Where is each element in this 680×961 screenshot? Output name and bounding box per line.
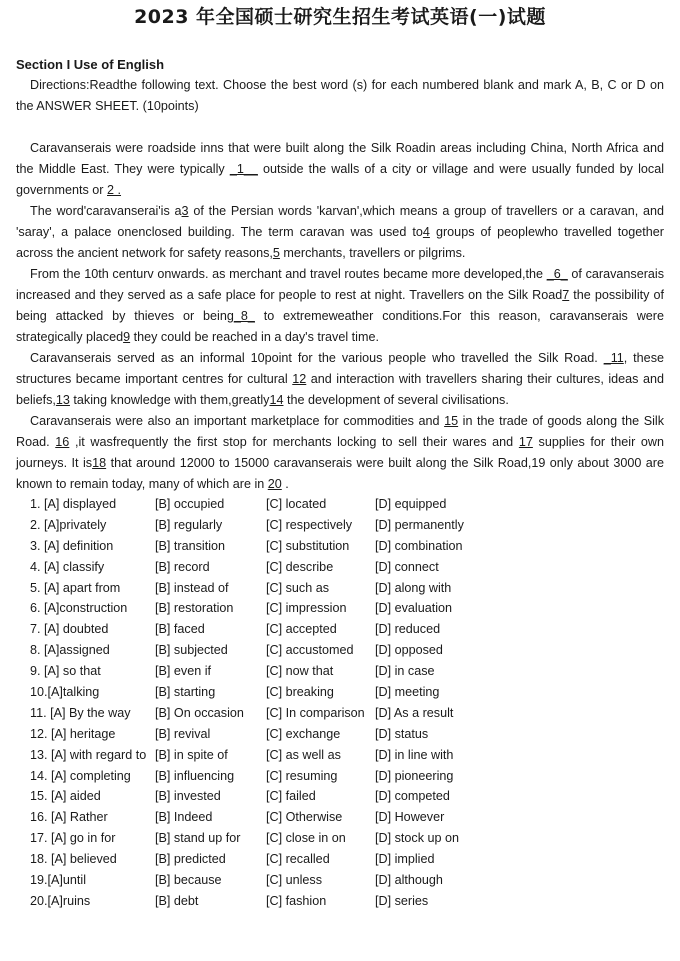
option-c: [C] accepted [266, 622, 337, 637]
question-row [30, 578, 550, 599]
option-d: [D] competed [375, 789, 450, 804]
option-d: [D] pioneering [375, 768, 454, 783]
option-b: [B] in spite of [155, 747, 228, 762]
text-run: of caravanserais increased and they served as a safe place for people to rest at night. Travellers on the Silk Road [16, 267, 664, 302]
option-b: [B] starting [155, 685, 216, 700]
question-row [30, 724, 550, 745]
text-run: taking knowledge with them,greatly [73, 393, 270, 407]
option-b: [B] invested [155, 789, 221, 804]
question-row [30, 661, 550, 682]
text-run: merchants, travellers or pilgrims. [283, 246, 466, 260]
option-a: 9. [A] so that [30, 664, 101, 679]
blank-3: 3 [181, 204, 189, 218]
option-a: 13. [A] with regard to [30, 747, 147, 762]
section-heading: Section I Use of English [16, 57, 165, 72]
option-c: [C] failed [266, 789, 316, 804]
option-a: 4. [A] classify [30, 559, 105, 574]
question-row [30, 515, 550, 536]
option-c: [C] accustomed [266, 643, 354, 658]
option-b: [B] faced [155, 622, 205, 637]
question-row [30, 807, 550, 828]
blank-16: 16 [55, 435, 70, 449]
option-d: [D] combination [375, 538, 463, 553]
question-row [30, 557, 550, 578]
option-c: [C] breaking [266, 685, 334, 700]
blank-12: 12 [292, 372, 307, 386]
option-b: [B] because [155, 873, 222, 888]
text-run: the possibility of being attacked by thieves or being [16, 288, 665, 323]
option-b: [B] occupied [155, 497, 225, 511]
option-a: 1. [A] displayed [30, 497, 117, 511]
text-run: . [285, 477, 289, 491]
option-d: [D] status [375, 726, 429, 741]
option-a: 17. [A] go in for [30, 831, 116, 846]
option-b: [B] revival [155, 726, 211, 741]
option-a: 11. [A] By the way [30, 705, 131, 720]
option-a: 19.[A]until [30, 873, 87, 888]
text-run: and interaction with travellers sharing their cultures, ideas and beliefs, [16, 372, 664, 407]
option-c: [C] now that [266, 664, 334, 679]
question-row [30, 640, 550, 661]
text-run: The word'caravanserai'is a [30, 204, 182, 218]
option-d: [D] in case [375, 664, 435, 679]
blank-18: 18 [92, 456, 107, 470]
text-run: From the 10th centurv onwards. as merchant and travel routes became more developed,the [30, 267, 544, 281]
blank-14: 14 [269, 393, 284, 407]
option-b: [B] predicted [155, 852, 226, 867]
blank-20: 20 [267, 477, 282, 491]
text-run: supplies for their own journeys. It is [16, 435, 665, 470]
blank-1: _1__ [229, 162, 258, 176]
option-b: [B] stand up for [155, 831, 241, 846]
option-c: [C] recalled [266, 852, 330, 867]
paragraph-1 [16, 138, 664, 201]
option-a: 7. [A] doubted [30, 622, 109, 637]
option-b: [B] subjected [155, 643, 228, 658]
question-row [30, 849, 550, 870]
text-run: in the trade of goods along the Silk Road. [16, 414, 665, 449]
option-a: 20.[A]ruins [30, 893, 91, 908]
option-d: [D] equipped [375, 497, 447, 511]
option-d: [D] connect [375, 559, 439, 574]
option-c: [C] such as [266, 580, 329, 595]
question-row [30, 598, 550, 619]
option-a: 18. [A] believed [30, 852, 117, 867]
paragraph-2 [16, 201, 664, 264]
option-c: [C] In comparison [266, 705, 365, 720]
text-run: of the Persian words 'karvan',which means a group of travellers or a caravan, and 'saray', a palace onenclosed building. The term caravan was used to [16, 204, 664, 239]
option-c: [C] respectively [266, 517, 353, 532]
question-row [30, 682, 550, 703]
text-run: Caravanserais were roadside inns that were built along the Silk Roadin areas including China, North Africa and the Middle East. They were typically [16, 141, 664, 176]
option-c: [C] unless [266, 873, 322, 888]
option-b: [B] transition [155, 538, 225, 553]
text-run: groups of peoplewho travelled together across the ancient network for safety reasons, [16, 225, 664, 260]
blank-7: 7 [562, 288, 570, 302]
text-run: they could be reached in a day's travel time. [133, 330, 379, 344]
option-d: [D] implied [375, 852, 435, 867]
option-b: [B] even if [155, 664, 212, 679]
question-row [30, 619, 550, 640]
option-b: [B] regularly [155, 517, 223, 532]
answer-options-list [30, 494, 550, 912]
passage [16, 138, 664, 495]
option-c: [C] Otherwise [266, 810, 343, 825]
option-b: [B] record [155, 559, 210, 574]
page-title: 2023 年全国硕士研究生招生考试英语(一)试题 [134, 6, 546, 28]
text-run: to extremeweather conditions.For this reason, caravanserais were strategically placed [16, 309, 664, 344]
text-run: that around 12000 to 15000 caravanserais were built along the Silk Road,19 only about 3000 are known to remain today, many of which are in [16, 456, 664, 491]
option-c: [C] substitution [266, 538, 350, 553]
question-row [30, 494, 550, 515]
blank-5: 5 [272, 246, 280, 260]
option-b: [B] restoration [155, 601, 234, 616]
directions-block [16, 75, 664, 117]
option-d: [D] evaluation [375, 601, 453, 616]
option-c: [C] describe [266, 559, 334, 574]
text-run: the development of several civilisations. [286, 393, 509, 407]
blank-8: _8_ [233, 309, 255, 323]
option-d: [D] along with [375, 580, 452, 595]
question-row [30, 870, 550, 891]
option-c: [C] impression [266, 601, 347, 616]
question-row [30, 828, 550, 849]
question-row [30, 536, 550, 557]
text-run: Caravanserais were also an important marketplace for commodities and [30, 414, 440, 428]
option-c: [C] resuming [266, 768, 338, 783]
option-d: [D] reduced [375, 622, 441, 637]
option-a: 10.[A]talking [30, 685, 100, 700]
option-c: [C] located [266, 497, 327, 511]
option-a: 2. [A]privately [30, 517, 107, 532]
option-a: 8. [A]assigned [30, 643, 110, 658]
question-row [30, 745, 550, 766]
option-a: 16. [A] Rather [30, 810, 108, 825]
blank-2: 2 . [107, 183, 122, 197]
paragraph-4 [16, 348, 664, 411]
option-c: [C] exchange [266, 726, 341, 741]
blank-15: 15 [444, 414, 459, 428]
blank-4: 4 [422, 225, 430, 239]
question-row [30, 891, 550, 912]
option-d: [D] stock up on [375, 831, 459, 846]
question-row [30, 766, 550, 787]
option-d: [D] meeting [375, 685, 440, 700]
option-c: [C] close in on [266, 831, 346, 846]
option-a: 3. [A] definition [30, 538, 114, 553]
option-d: [D] in line with [375, 747, 454, 762]
question-row [30, 786, 550, 807]
option-b: [B] influencing [155, 768, 235, 783]
option-c: [C] as well as [266, 747, 341, 762]
paragraph-5 [16, 411, 664, 495]
blank-9: 9 [123, 330, 131, 344]
blank-6: _6_ [546, 267, 568, 281]
option-a: 14. [A] completing [30, 768, 131, 783]
directions-text: Directions:Readthe following text. Choose the best word (s) for each numbered blank and mark A, B, C or D on the ANSWER SHEET. (10points) [16, 78, 664, 113]
blank-17: 17 [518, 435, 533, 449]
option-d: [D] permanently [375, 517, 464, 532]
option-d: [D] However [375, 810, 445, 825]
option-d: [D] series [375, 893, 429, 908]
option-c: [C] fashion [266, 893, 327, 908]
option-b: [B] Indeed [155, 810, 213, 825]
text-run: outside the walls of a city or village and were usually funded by local governments or [16, 162, 664, 197]
blank-11: _11 [603, 351, 624, 365]
option-a: 15. [A] aided [30, 789, 101, 804]
option-b: [B] On occasion [155, 705, 244, 720]
option-d: [D] As a result [375, 705, 454, 720]
option-d: [D] although [375, 873, 443, 888]
option-d: [D] opposed [375, 643, 443, 658]
text-run: ,it wasfrequently the first stop for merchants locking to sell their wares and [74, 435, 514, 449]
question-row [30, 703, 550, 724]
option-a: 5. [A] apart from [30, 580, 121, 595]
text-run: , these structures became important centres for cultural [16, 351, 664, 386]
option-b: [B] instead of [155, 580, 229, 595]
option-b: [B] debt [155, 893, 199, 908]
paragraph-3 [16, 264, 664, 348]
text-run: Caravanserais served as an informal 10point for the various people who travelled the Silk Road. [30, 351, 598, 365]
blank-13: 13 [55, 393, 70, 407]
option-a: 12. [A] heritage [30, 726, 116, 741]
option-a: 6. [A]construction [30, 601, 128, 616]
